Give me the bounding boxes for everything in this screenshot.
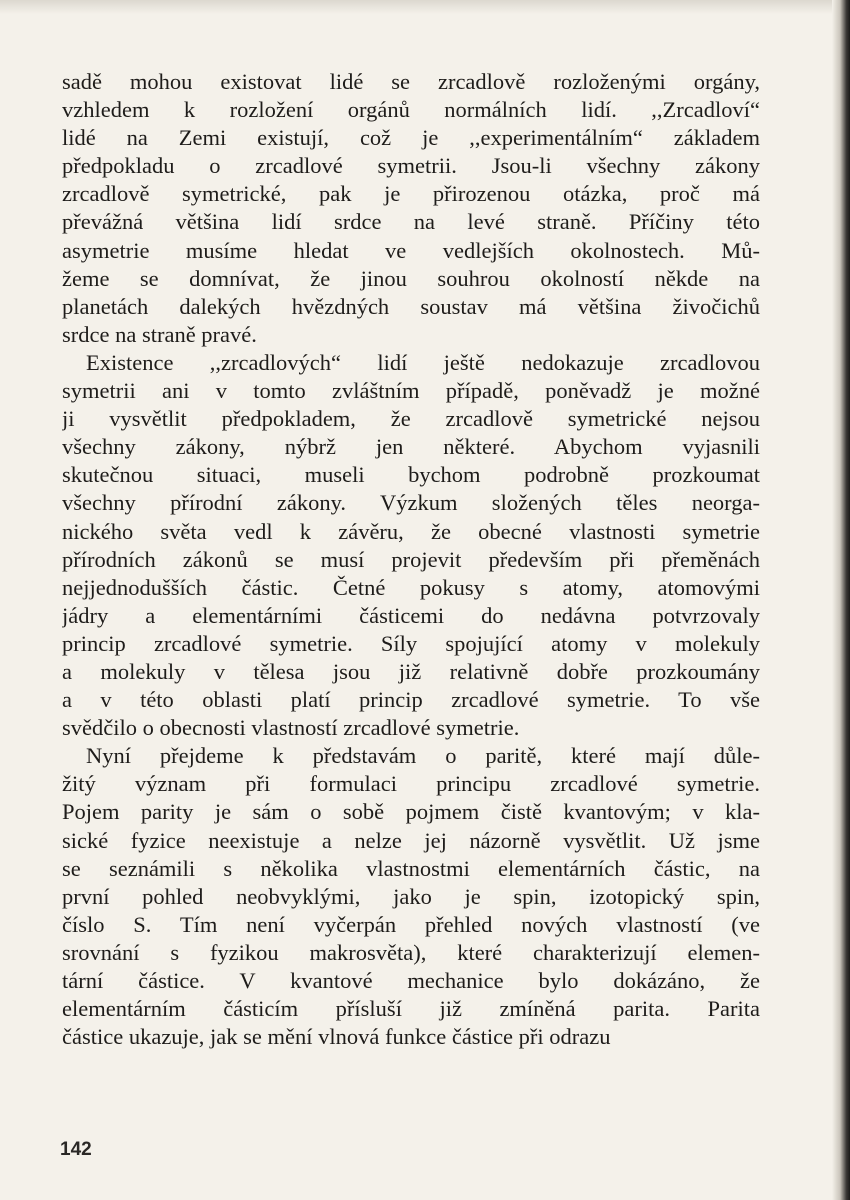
text-line: všechny přírodní zákony. Výzkum složených těles neorga-	[62, 490, 760, 516]
text-line: ji vysvětlit předpokladem, že zrcadlově symetrické nejsou	[62, 406, 760, 432]
book-binding-edge	[832, 0, 850, 1200]
text-line: lidé na Zemi existují, což je ,,experimentálním“ základem	[62, 125, 760, 151]
text-line: číslo S. Tím není vyčerpán přehled nových vlastností (ve	[62, 911, 760, 937]
text-line: vzhledem k rozložení orgánů normálních lidí. ,,Zrcadloví“	[62, 97, 760, 123]
text-line: první pohled neobvyklými, jako je spin, izotopický spin,	[62, 883, 760, 909]
page-number: 142	[60, 1139, 92, 1160]
paragraph	[62, 68, 760, 349]
text-line: planetách dalekých hvězdných soustav má většina živočichů	[62, 293, 760, 319]
text-line: Nyní přejdeme k představám o paritě, které mají důle-	[86, 743, 760, 769]
text-line: skutečnou situaci, museli bychom podrobně prozkoumat	[62, 462, 760, 488]
body-text	[62, 68, 760, 1051]
text-line: částice ukazuje, jak se mění vlnová funkce částice při odrazu	[62, 1024, 611, 1050]
text-line: se seznámili s několika vlastnostmi elementárních částic, na	[62, 855, 760, 881]
paragraph	[62, 349, 760, 742]
text-line: sadě mohou existovat lidé se zrcadlově rozloženými orgány,	[62, 69, 760, 94]
text-line: srovnání s fyzikou makrosvěta), které charakterizují elemen-	[62, 939, 760, 965]
text-line: svědčilo o obecnosti vlastností zrcadlové symetrie.	[62, 715, 520, 741]
text-line: žitý význam při formulaci principu zrcadlové symetrie.	[62, 771, 760, 797]
text-line: žeme se domnívat, že jinou souhrou okolností někde na	[62, 265, 760, 291]
text-line: a molekuly v tělesa jsou již relativně dobře prozkoumány	[62, 658, 760, 684]
text-line: sické fyzice neexistuje a nelze jej názorně vysvětlit. Už jsme	[62, 827, 760, 853]
text-line: nejjednodušších částic. Četné pokusy s atomy, atomovými	[62, 574, 760, 600]
text-line: Pojem parity je sám o sobě pojmem čistě kvantovým; v kla-	[62, 799, 760, 825]
text-line: všechny zákony, nýbrž jen některé. Abychom vyjasnili	[62, 434, 760, 460]
text-line: tární částice. V kvantové mechanice bylo dokázáno, že	[62, 968, 760, 993]
text-line: elementárním částicím přísluší již zmíněná parita. Parita	[62, 996, 760, 1022]
text-line: nického světa vedl k závěru, že obecné vlastnosti symetrie	[62, 518, 760, 544]
text-line: jádry a elementárními částicemi do nedávna potvrzovaly	[62, 602, 760, 628]
text-line: převážná většina lidí srdce na levé straně. Příčiny této	[62, 209, 760, 235]
text-line: Existence ,,zrcadlových“ lidí ještě nedokazuje zrcadlovou	[86, 349, 760, 375]
text-line: princip zrcadlové symetrie. Síly spojující atomy v molekuly	[62, 630, 760, 656]
text-line: přírodních zákonů se musí projevit především při přeměnách	[62, 546, 760, 572]
page-top-shadow	[0, 0, 850, 14]
text-line: a v této oblasti platí princip zrcadlové symetrie. To vše	[62, 687, 760, 713]
paragraph	[62, 742, 760, 1051]
text-line: srdce na straně pravé.	[62, 321, 257, 347]
text-line: zrcadlově symetrické, pak je přirozenou otázka, proč má	[62, 181, 760, 207]
text-line: symetrii ani v tomto zvláštním případě, poněvadž je možné	[62, 378, 760, 404]
text-line: předpokladu o zrcadlové symetrii. Jsou-li všechny zákony	[62, 153, 760, 179]
text-line: asymetrie musíme hledat ve vedlejších okolnostech. Mů-	[62, 237, 760, 263]
